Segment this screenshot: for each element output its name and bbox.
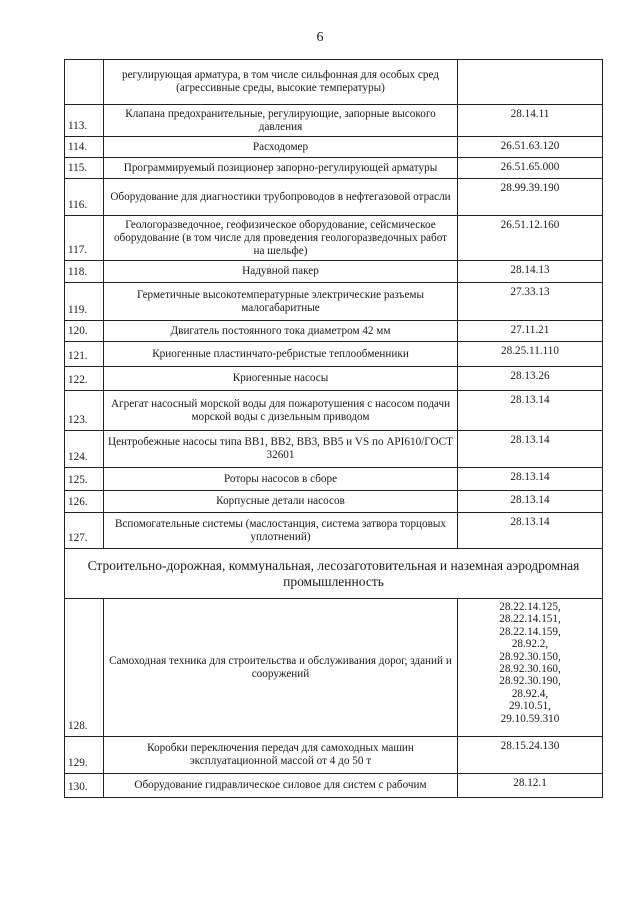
row-number: 120.	[65, 321, 104, 342]
table-row	[65, 491, 603, 513]
row-number: 123.	[65, 391, 104, 431]
row-name: Оборудование гидравлическое силовое для систем с рабочим	[104, 774, 458, 798]
section-header-row	[65, 549, 603, 599]
table-row	[65, 60, 603, 105]
table-row	[65, 179, 603, 216]
row-name: Вспомогательные системы (маслостанция, система затвора торцовых уплотнений)	[104, 513, 458, 549]
okpd-code: 28.92.30.160,	[499, 663, 561, 676]
okpd-code: 28.92.4,	[511, 687, 549, 700]
row-code: 28.13.14	[458, 391, 603, 431]
row-code: 28.13.14	[458, 513, 603, 549]
row-name: Оборудование для диагностики трубопроводов в нефтегазовой отрасли	[104, 179, 458, 216]
row-code	[458, 60, 603, 105]
okpd-code: 28.22.14.151,	[499, 613, 561, 626]
row-name: Коробки переключения передач для самоходных машин эксплуатационной массой от 4 до 50 т	[104, 737, 458, 774]
table-row	[65, 367, 603, 391]
row-name: Роторы насосов в сборе	[104, 468, 458, 491]
row-name: Геологоразведочное, геофизическое оборудование, сейсмическое оборудование (в том числе для проведения геологоразведочных работ на шельфе)	[104, 216, 458, 261]
table-row	[65, 468, 603, 491]
row-number: 128.	[65, 599, 104, 737]
table-row	[65, 737, 603, 774]
row-name: Надувной пакер	[104, 261, 458, 283]
page-number: 6	[316, 30, 324, 45]
row-code: 26.51.63.120	[458, 137, 603, 158]
row-number: 125.	[65, 468, 104, 491]
okpd-code: 28.92.30.190,	[499, 675, 561, 688]
row-code: 28.14.11	[458, 105, 603, 137]
row-number: 117.	[65, 216, 104, 261]
table-row	[65, 599, 603, 737]
row-name: Корпусные детали насосов	[104, 491, 458, 513]
okpd-code: 28.92.30.150,	[499, 650, 561, 663]
row-name: Агрегат насосный морской воды для пожаротушения с насосом подачи морской воды с дизельным приводом	[104, 391, 458, 431]
row-number: 130.	[65, 774, 104, 798]
row-number: 121.	[65, 342, 104, 367]
row-code: 28.13.14	[458, 468, 603, 491]
table-row	[65, 342, 603, 367]
row-number: 115.	[65, 158, 104, 179]
equipment-table	[64, 59, 603, 798]
row-code: 28.13.26	[458, 367, 603, 391]
table-row	[65, 261, 603, 283]
row-number: 127.	[65, 513, 104, 549]
row-code: 28.12.1	[458, 774, 603, 798]
okpd-code: 28.22.14.159,	[499, 625, 561, 638]
row-code: 28.99.39.190	[458, 179, 603, 216]
table-row	[65, 321, 603, 342]
table-row	[65, 158, 603, 179]
row-code: 26.51.65.000	[458, 158, 603, 179]
row-number: 119.	[65, 283, 104, 321]
row-name: Центробежные насосы типа ВВ1, ВВ2, ВВ3, ВВ5 и VS по API610/ГОСТ 32601	[104, 431, 458, 468]
table-row	[65, 513, 603, 549]
row-name: Двигатель постоянного тока диаметром 42 мм	[104, 321, 458, 342]
row-number: 122.	[65, 367, 104, 391]
row-name: Герметичные высокотемпературные электрические разъемы малогабаритные	[104, 283, 458, 321]
table-row	[65, 431, 603, 468]
table-row	[65, 216, 603, 261]
okpd-code: 29.10.51,	[509, 700, 551, 713]
row-number: 129.	[65, 737, 104, 774]
row-name: Клапана предохранительные, регулирующие, запорные высокого давления	[104, 105, 458, 137]
row-number: 124.	[65, 431, 104, 468]
section-title: Строительно-дорожная, коммунальная, лесозаготовительная и наземная аэродромная промышленность	[65, 549, 603, 599]
row-code: 28.13.14	[458, 491, 603, 513]
table-row	[65, 137, 603, 158]
row-number: 114.	[65, 137, 104, 158]
row-code: 28.14.13	[458, 261, 603, 283]
table-row	[65, 283, 603, 321]
row-number: 118.	[65, 261, 104, 283]
row-code: 28.15.24.130	[458, 737, 603, 774]
row-number: 113.	[65, 105, 104, 137]
row-codes	[458, 599, 603, 737]
table-row	[65, 391, 603, 431]
row-number: 126.	[65, 491, 104, 513]
row-name: Криогенные пластинчато-ребристые теплообменники	[104, 342, 458, 367]
row-code: 26.51.12.160	[458, 216, 603, 261]
row-code: 28.13.14	[458, 431, 603, 468]
row-name: Самоходная техника для строительства и обслуживания дорог, зданий и сооружений	[104, 599, 458, 737]
row-name: регулирующая арматура, в том числе сильфонная для особых сред (агрессивные среды, высокие температуры)	[104, 60, 458, 105]
okpd-code: 28.92.2,	[511, 638, 549, 651]
okpd-code: 29.10.59.310	[500, 712, 560, 725]
row-number: 116.	[65, 179, 104, 216]
row-name: Криогенные насосы	[104, 367, 458, 391]
row-number	[65, 60, 104, 105]
row-code: 28.25.11.110	[458, 342, 603, 367]
table-row	[65, 774, 603, 798]
row-code: 27.11.21	[458, 321, 603, 342]
okpd-code: 28.22.14.125,	[499, 601, 561, 613]
row-name: Программируемый позиционер запорно-регулирующей арматуры	[104, 158, 458, 179]
row-code: 27.33.13	[458, 283, 603, 321]
table-row	[65, 105, 603, 137]
row-name: Расходомер	[104, 137, 458, 158]
